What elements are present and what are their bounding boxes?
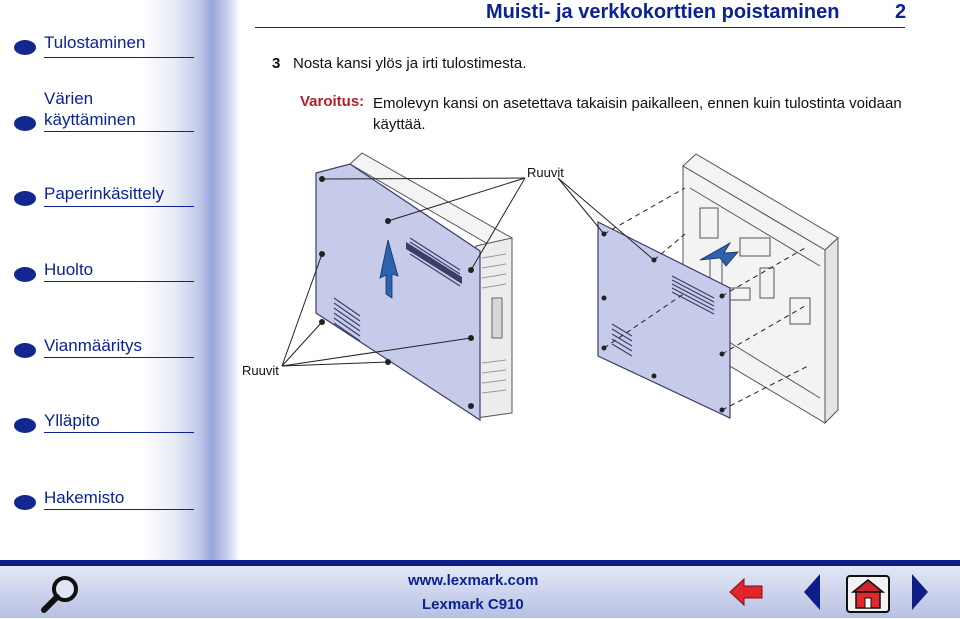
sidebar-item-vianmaaritys[interactable]	[14, 335, 184, 365]
sidebar	[0, 0, 240, 560]
cover-removal-illustration	[230, 148, 850, 428]
sidebar-item-label: Paperinkäsittely	[44, 184, 165, 203]
sidebar-item-tulostaminen[interactable]	[14, 32, 184, 62]
footer-stripe	[0, 560, 960, 566]
sidebar-item-label: Vianmääritys	[44, 336, 142, 355]
page-number: 2	[895, 1, 907, 23]
home-icon	[845, 570, 891, 614]
sidebar-item-paperinkasittely[interactable]	[14, 183, 184, 213]
divider	[44, 432, 194, 433]
previous-page-icon	[800, 572, 824, 612]
divider	[44, 357, 194, 358]
warning-label: Varoitus:	[300, 93, 365, 110]
bullet-icon	[14, 343, 36, 358]
divider	[44, 509, 194, 510]
bullet-icon	[14, 267, 36, 282]
previous-page-button[interactable]	[800, 572, 824, 612]
sidebar-item-label: Värien	[44, 89, 94, 108]
bullet-icon	[14, 40, 36, 55]
bullet-icon	[14, 191, 36, 206]
sidebar-item-label: Huolto	[44, 260, 94, 279]
divider	[44, 206, 194, 207]
divider	[44, 131, 194, 132]
sidebar-item-label: Hakemisto	[44, 488, 125, 507]
next-page-button[interactable]	[908, 572, 932, 612]
divider	[44, 57, 194, 58]
footer-url-link[interactable]: www.lexmark.com	[408, 572, 539, 589]
sidebar-item-huolto[interactable]	[14, 259, 184, 289]
home-button[interactable]	[845, 570, 891, 614]
cover-panel-left	[316, 164, 480, 420]
bullet-icon	[14, 495, 36, 510]
search-icon	[38, 572, 84, 614]
back-button[interactable]	[728, 576, 764, 608]
sidebar-item-varien-kayttaminen[interactable]	[14, 88, 184, 132]
footer-bar	[0, 560, 960, 618]
bullet-icon	[14, 418, 36, 433]
screws-callout-bottom: Ruuvit	[242, 363, 279, 378]
divider	[44, 281, 194, 282]
sidebar-item-label-line2: käyttäminen	[44, 110, 136, 129]
step-number: 3	[272, 55, 281, 72]
page-title: Muisti- ja verkkokorttien poistaminen	[486, 1, 840, 23]
search-button[interactable]	[38, 572, 84, 614]
sidebar-item-hakemisto[interactable]	[14, 487, 184, 517]
warning-text: Emolevyn kansi on asetettava takaisin paikalleen, ennen kuin tulostinta voidaan käyttää.	[373, 95, 902, 133]
bullet-icon	[14, 116, 36, 131]
screws-callout-top: Ruuvit	[527, 165, 564, 180]
sidebar-item-label: Ylläpito	[44, 411, 100, 430]
back-arrow-icon	[728, 576, 764, 608]
sidebar-item-yllapito[interactable]	[14, 410, 184, 440]
next-page-icon	[908, 572, 932, 612]
step-text: Nosta kansi ylös ja irti tulostimesta.	[293, 55, 527, 72]
footer-product-name: Lexmark C910	[422, 596, 524, 613]
header-divider	[255, 27, 905, 28]
sidebar-item-label: Tulostaminen	[44, 33, 146, 52]
